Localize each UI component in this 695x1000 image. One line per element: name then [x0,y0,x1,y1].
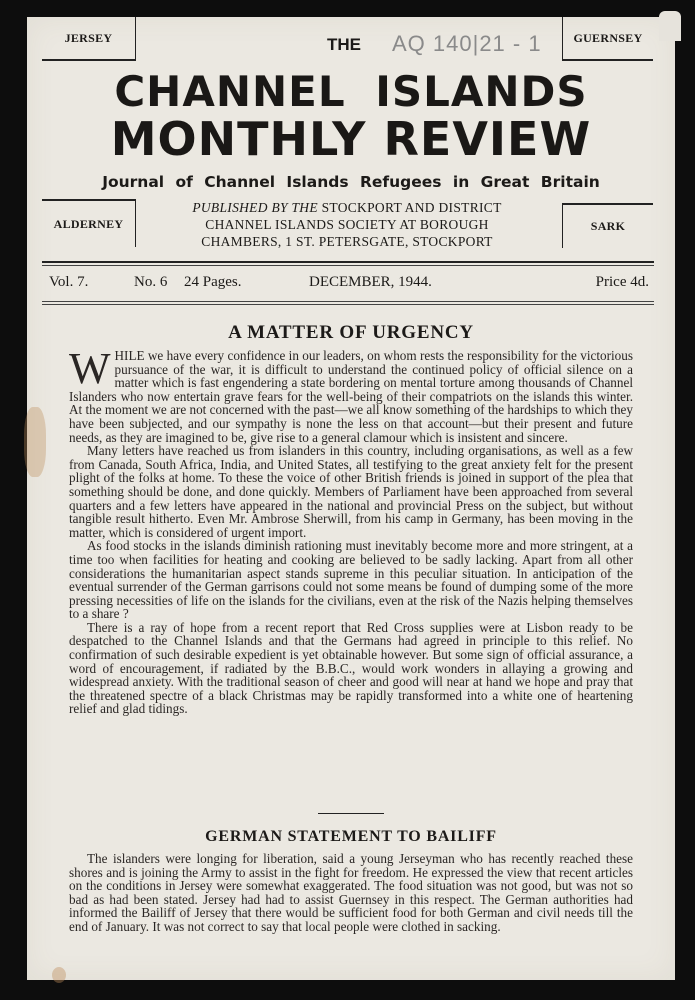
paper-stain [52,967,66,983]
article-body [69,344,633,717]
divider-rule [42,304,654,305]
issue-info-bar [49,274,649,291]
corner-label-alderney: ALDERNEY [42,199,136,247]
publisher-line1: STOCKPORT AND DISTRICT [321,200,502,215]
article-paragraph: Many letters have reached us from islanders in this country, including organisations, as well as a few from Canada, South Africa, India, and United States, all testifying to the great anxiety felt for the present plight of the folks at home. To these the voice of other British friends is joined in support of the plea that something should be done, and done quickly. Members of Parliament have been approached from several quarters and a few letters have appeared in the national and provincial Press on the subject, but without tangible result hitherto. Even Mr. Ambrose Sherwill, from his camp in Germany, has been moving in the matter, which is considered of urgent import. [69,443,633,540]
masthead-title-line2: MONTHLY REVIEW [110,112,592,166]
masthead-title-line1: CHANNEL ISLANDS [114,67,588,116]
paper-stain [24,407,46,477]
issue-price: Price 4d. [595,274,649,290]
article-headline: GERMAN STATEMENT TO BAILIFF [205,828,497,845]
publisher-line2: CHANNEL ISLANDS SOCIETY AT BOROUGH [205,217,489,232]
divider-rule [42,301,654,302]
section-divider [318,813,384,814]
article-paragraph: The islanders were longing for liberation, said a young Jerseyman who has recently reached these shores and is joining the Army to assist in the fight for freedom. He expressed the view that recent articles on the conditions in Jersey were somewhat exaggerated. The food situation was not good, but was not so bad as had been stated. Jersey had had to assist Guernsey in this respect. The German authorities had informed the Bailiff of Jersey that there would be sufficient food for both German and civil needs till the end of January. It was not correct to say that local people were clothed in sacking. [69,851,633,934]
issue-date: DECEMBER, 1944. [309,274,432,290]
corner-label-guernsey: GUERNSEY [562,17,653,61]
divider-rule [42,265,654,266]
corner-label-jersey: JERSEY [42,17,136,61]
drop-cap: W [69,344,111,393]
issue-number: No. 6 [134,274,168,290]
masthead-subtitle: Journal of Channel Islands Refugees in Great Britain [102,173,600,191]
page-corner [659,11,681,41]
handwritten-reference: AQ 140|21 - 1 [392,31,542,56]
issue-pages: 24 Pages. [184,274,242,290]
publisher-line3: CHAMBERS, 1 ST. PETERSGATE, STOCKPORT [201,234,493,249]
article-paragraph [69,344,633,445]
paragraph-text: HILE we have every confidence in our leaders, on whom rests the responsibility for the victorious pursuance of the war, it is difficult to understand the continued policy of official silence on a matter which is fast engendering a state bordering on mental torture among thousands of Channel Islanders who now entertain grave fears for the well-being of their compatriots on the islands this winter. At the moment we are not concerned with the past—we all know something of the hardships to which they have been subjected, and our sympathy is none the less on that account—but their present and future needs, as they are imagined to be, give rise to a general clamour which is insistent and sincere. [69,348,633,445]
divider-rule [42,261,654,263]
masthead-the: THE [327,35,361,54]
article-paragraph: As food stocks in the islands diminish rationing must inevitably become more and more stringent, at a time too when facilities for heating and cooking are believed to be sadly lacking. Apart from all other considerations the humanitarian aspect stands supreme in this peculiar situation. In anticipation of the eventual surrender of the German garrisons could not some means be found of dumping some of the more pressing necessities of life on the islands for the civilians, even at the risk of the Nazis helping themselves to a share ? [69,538,633,622]
magazine-page [27,17,675,980]
issue-volume: Vol. 7. [49,274,89,290]
article-body [69,852,633,934]
article-paragraph: There is a ray of hope from a recent report that Red Cross supplies were at Lisbon ready to be despatched to the Channel Islands and that the Germans had agreed in principle to this relief. No confirmation of such desirable expedient is yet obtainable however. But some sign of official assurance, a word of encouragement, if radiated by the B.B.C., would work wonders in allaying a growing and widespread anxiety. With the traditional season of cheer and good will near at hand we hope and pray that the threatened spectre of a black Christmas may be rapidly transformed into a white one of heartening relief and glad tidings. [69,619,633,717]
corner-label-sark: SARK [562,203,653,248]
article-headline: A MATTER OF URGENCY [228,322,474,343]
publisher-info [137,199,557,250]
publisher-italic: PUBLISHED BY THE [192,200,318,215]
